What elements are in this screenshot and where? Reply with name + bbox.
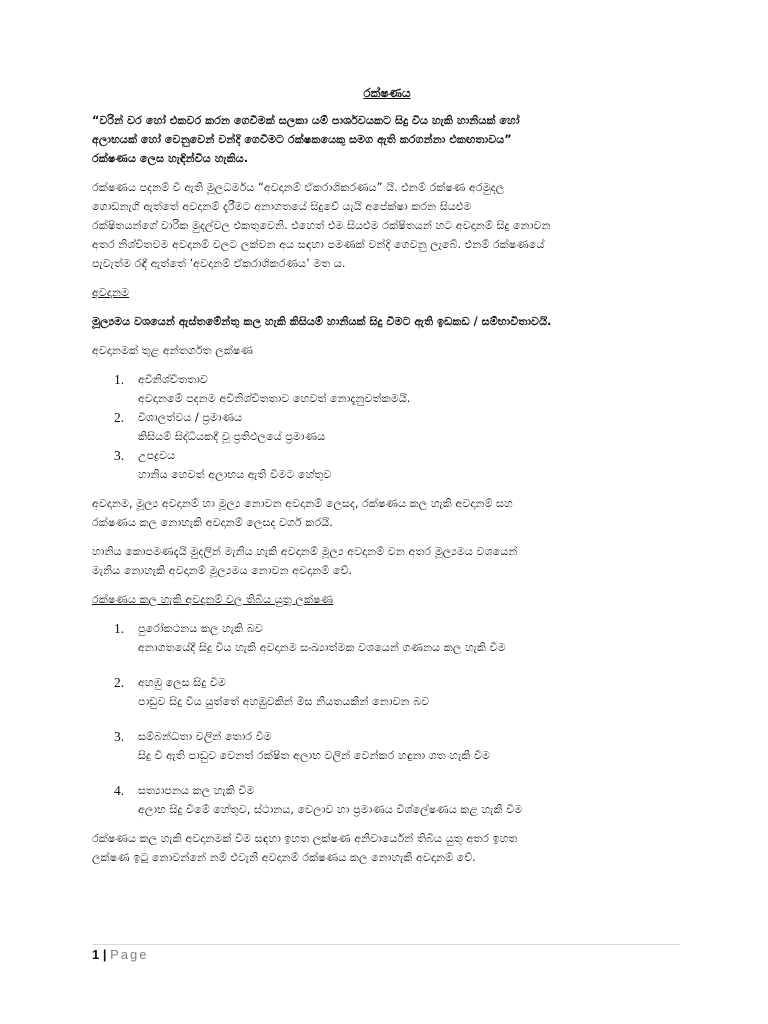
footer-divider: [92, 944, 680, 945]
classification-line: අවදානම, මූල්‍ය අවදානම් හා මූල්‍ය නොවන අවදානම් ලෙසද, රක්ෂණය කල හැකි අවදානම් සහ: [92, 497, 513, 510]
list-item-desc: හානිය හෙවත් අලාභය ඇති වීමට හේතුව: [138, 468, 332, 481]
list-item: [92, 727, 682, 765]
conclusion-line: ලක්ෂණ ඉටු නොවන්නේ නම් එවැනි අවදානම් රක්ෂණය කල නොහැකි අවදානම් වේ.: [92, 851, 476, 864]
list-item-title: අහඹු ලෙස සිදු වීම: [138, 676, 226, 689]
list-item: [92, 619, 682, 657]
insurable-heading: රක්ෂණය කල හැකි අවදානම් වල තිබිය යුතු ලක්ෂණ: [92, 593, 334, 606]
list-item-desc: පාඩුව සිදු විය යුත්තේ අහඹුවකින් මිස නියතයකින් නොවන බව: [138, 695, 430, 708]
list-item-desc: අනාගතයේදී සිදු විය හැකි අවදානම සංඛ්‍යාත්මක වශයෙන් ගණනය කල හැකි වීම: [138, 641, 506, 654]
risk-features-list: [92, 370, 682, 484]
list-item: [92, 673, 682, 711]
list-item-desc: කිසියම් සිද්ධියකදී වූ ප්‍රතිඵලයේ ප්‍රමාණය: [138, 430, 326, 443]
financial-line: මැනිය නොහැකි අවදානම් මූල්‍යමය නොවන අවදානම් වේ.: [92, 564, 353, 577]
list-item-title: උපද්‍රවය: [138, 449, 176, 462]
list-item: [92, 446, 682, 484]
list-item: [92, 781, 682, 819]
list-item-desc: අලාභ සිදු වීමේ හේතුව, ස්ථානය, වෙලාව හා ප්‍රමාණය විශ්ලේෂණය කළ හැකි වීම: [138, 803, 523, 816]
list-item: [92, 370, 682, 408]
conclusion-line: රක්ෂණය කල හැකි අවදානමක් වීම සඳහා ඉහත ලක්ෂණ අනිවාර්යෙන් තිබිය යුතු අතර ඉහත: [92, 832, 518, 845]
principle-line: අතර නිශ්චිතවම අවදානම් වලට ලක්වන අය සඳහා පමණක් වන්දි ගෙවනු ලැබේ. එනම් රක්ෂණයේ: [92, 238, 545, 251]
classification-paragraph: [92, 494, 682, 532]
list-item-title: විශාලත්වය / ප්‍රමාණය: [138, 411, 243, 424]
conclusion-paragraph: [92, 829, 682, 867]
page-number: 1: [92, 947, 100, 962]
list-item-title: අවිනිශ්චිතතාව: [138, 373, 208, 386]
list-number: 1.: [114, 372, 125, 387]
financial-paragraph: [92, 542, 682, 580]
list-number: 3.: [114, 448, 125, 463]
list-number: 1.: [114, 621, 125, 636]
page-footer: [92, 947, 149, 962]
page-title: රක්ෂණය: [363, 86, 411, 100]
list-number: 2.: [114, 410, 125, 425]
risk-heading: අවදානම: [92, 286, 130, 299]
classification-line: රක්ෂණය කල නොහැකි අවදානම් ලෙසද වර්ග කරයි.: [92, 516, 333, 529]
intro-paragraph: [92, 111, 682, 168]
list-number: 3.: [114, 729, 125, 744]
document-body: [92, 84, 682, 877]
risk-features-intro: අවදානමක් තුළ අන්තර්ගත ලක්ෂණ: [92, 344, 254, 357]
list-item-title: සම්බන්ධතා වලින් තොර වීම: [138, 730, 272, 743]
list-number: 2.: [114, 675, 125, 690]
intro-line: “වරින් වර හෝ එකවර කරන ගෙවීමක් සලකා යම් පාර්ශවයකට සිදු විය හැකි හානියක් හෝ: [92, 114, 520, 127]
list-item-desc: සිදු වී ඇති පාඩුව වෙනත් රක්ෂිත අලාභ වලින් වෙන්කර හඳුනා ගත හැකි වීම: [138, 749, 491, 762]
page-label: Page: [110, 947, 149, 962]
list-number: 4.: [114, 783, 125, 798]
principle-line: පැවැත්ම රඳී ඇත්තේ ‘අවදානම් ඒකරාශිකරණය’ මත ය.: [92, 257, 346, 270]
intro-line: රක්ෂණය ලෙස හැඳින්විය හැකිය.: [92, 152, 249, 165]
list-item-desc: අවදානමේ පදනම අවිනිශ්චිතතාව හෙවත් නොදැනුවත්කමයි.: [138, 392, 411, 405]
footer-separator: |: [102, 947, 107, 962]
insurable-features-list: [92, 619, 682, 819]
risk-definition: මූල්‍යමය වශයෙන් ඇස්තමේන්තු කල හැකි කිසියම් හානියක් සිදු වීමට ඇති ඉඩකඩ / සම්භාවිතාවයි.: [92, 315, 552, 328]
list-item: [92, 408, 682, 446]
principle-line: ගොඩනැගී ඇත්තේ අවදානම් දැරීමට අනාගතයේ සිදුවේ යැයි අපේක්ෂා කරන සියළුම: [92, 200, 472, 213]
financial-line: හානිය කොපමණදැයි මුදලින් මැනිය හැකි අවදානම් මූල්‍ය අවදානම් වන අතර මූල්‍යමය වශයෙන්: [92, 545, 518, 558]
principle-line: රක්ෂිතයන්ගේ වාරික මුදල්වල එකතුවෙනි. එහෙත් එම සියළුම රක්ෂිතයන් හට අවදානම් සිදු නොවන: [92, 219, 551, 232]
list-item-title: සත්‍යාපනය කල හැකි වීම: [138, 784, 255, 797]
intro-line: අලාභයක් හෝ වෙනුවෙන් වන්දි ගෙවීමට රක්ෂකයෙකු සමග ඇති කරගන්නා එකඟතාවය”: [92, 133, 512, 146]
principle-line: රක්ෂණය පදනම් වී ඇති මූලධර්මය “අවදානම් ඒකරාශිකරණය” යි. එනම් රක්ෂණ අරමුදල: [92, 181, 505, 194]
principle-paragraph: [92, 178, 682, 273]
list-item-title: පුරෝකථනය කල හැකි බව: [138, 622, 263, 635]
